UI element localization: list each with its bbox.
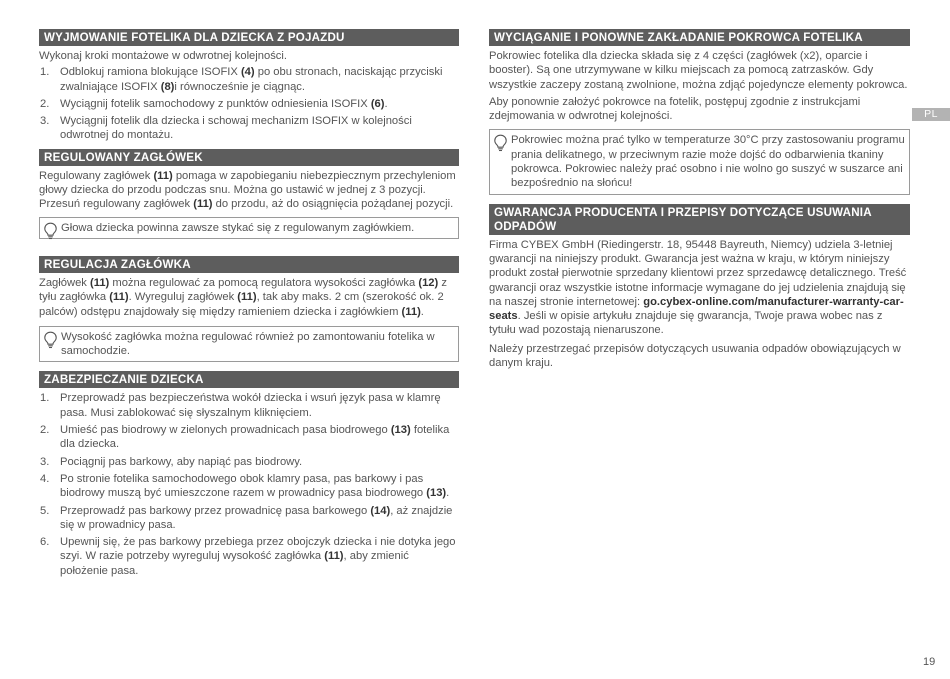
body-text: Aby ponownie założyć pokrowce na fotelik, postępuj zgodnie z instrukcjami zdejmowania w odwrotnej kolejności.	[489, 95, 861, 123]
section-securing	[39, 371, 459, 578]
page-number: 19	[923, 656, 936, 668]
list-item: 2. Umieść pas biodrowy w zielonych prowadnicach pasa biodrowego (13) fotelika dla dziecka.	[40, 424, 450, 451]
section-warranty	[489, 204, 910, 371]
steps-list	[39, 65, 459, 142]
note-text: Pokrowiec można prać tylko w temperaturze 30°C przy zastosowaniu programu prania delikatnego, w przeciwnym razie może dojść do odbarwienia tkaniny pokrowca. Pokrowiec należy prać osobno i nie wolno go suszyć w suszarce ani bezpośrednio na słońcu!	[511, 134, 905, 190]
section-title: ZABEZPIECZANIE DZIECKA	[39, 371, 459, 388]
steps-list	[39, 391, 459, 578]
intro-text: Wykonaj kroki montażowe w odwrotnej kolejności.	[39, 50, 287, 62]
list-item: 5. Przeprowadź pas barkowy przez prowadnicę pasa barkowego (14), aż znajdzie się w prowadnicy pasa.	[40, 504, 453, 531]
note-text: Wysokość zagłówka można regulować również po zamontowaniu fotelika w samochodzie.	[61, 330, 435, 358]
section-title: WYJMOWANIE FOTELIKA DLA DZIECKA Z POJAZDU	[39, 29, 459, 46]
body-text: Firma CYBEX GmbH (Riedingerstr. 18, 95448 Bayreuth, Niemcy) udziela 3-letniej gwarancji na niniejszy produkt. Gwarancja jest ważna w kraju, w którym niniejszy produkt został pierwotnie sprzedany klientowi przez sprzedawcę detalicznego. Treść gwarancji oraz wszystkie istotne informacje wymagane do jej udzielenia znajdują się na naszej stronie internetowej: go.cybex-online.com/manufacturer-warranty-car-seats. Jeśli w opisie artykułu znajduje się gwarancja, Twoje prawa wobec nas z tytułu wad pozostają nienaruszone.	[489, 238, 907, 337]
note-box	[39, 217, 459, 239]
section-title: REGULOWANY ZAGŁÓWEK	[39, 149, 459, 166]
left-column	[39, 29, 459, 581]
lightbulb-icon	[43, 222, 58, 240]
lightbulb-icon	[493, 134, 508, 152]
body-text: Regulowany zagłówek (11) pomaga w zapobieganiu niebezpiecznym przechyleniom głowy dziecka do przodu podczas snu. Można go ustawić w jednej z 3 pozycji. Przesuń regulowany zagłówek (11) do przodu, aż do osiągnięcia pożądanej pozycji.	[39, 169, 456, 211]
section-cover	[489, 29, 910, 195]
list-item: 2. Wyciągnij fotelik samochodowy z punktów odniesienia ISOFIX (6).	[40, 97, 388, 110]
note-box	[489, 129, 910, 194]
section-title: GWARANCJA PRODUCENTA I PRZEPISY DOTYCZĄCE USUWANIA ODPADÓW	[489, 204, 910, 235]
section-removing	[39, 29, 459, 143]
note-text: Głowa dziecka powinna zawsze stykać się z regulowanym zagłówkiem.	[61, 221, 415, 234]
section-headrest-height	[39, 256, 459, 362]
note-box	[39, 326, 459, 363]
body-text: Pokrowiec fotelika dla dziecka składa się z 4 części (zagłówek (x2), oparcie i booster). Są one utrzymywane w kilku miejscach za pomocą zatrzasków. Gdy wszystkie zaczepy zostaną zwolnione, można zdjąć pojedyncze elementy pokrowca.	[489, 50, 908, 91]
warranty-link[interactable]: go.cybex-online.com/manufacturer-warranty-car-seats	[489, 295, 904, 323]
right-column	[489, 29, 910, 370]
lightbulb-icon	[43, 331, 58, 349]
body-text: Zagłówek (11) można regulować za pomocą regulatora wysokości zagłówka (12) z tyłu zagłówka (11). Wyreguluj zagłówek (11), tak aby maks. 2 cm (szerokość ok. 2 palców) odstępu znajdowały się między ramieniem dziecka i zagłówkiem (11).	[39, 276, 447, 318]
list-item: 1. Odblokuj ramiona blokujące ISOFIX (4) po obu stronach, naciskając przyciski zwalniające ISOFIX (8)i równocześnie je ciągnąc.	[40, 66, 443, 93]
list-item: 1. Przeprowadź pas bezpieczeństwa wokół dziecka i wsuń język pasa w klamrę pasa. Musi zablokować się słyszalnym kliknięciem.	[40, 392, 441, 419]
section-title: REGULACJA ZAGŁÓWKA	[39, 256, 459, 273]
list-item: 6. Upewnij się, że pas barkowy przebiega przez obojczyk dziecka i nie dotyka jego szyi. W razie potrzeby wyreguluj wysokość zagłówka (11), aby zmienić położenie pasa.	[40, 536, 456, 577]
list-item: 4. Po stronie fotelika samochodowego obok klamry pasa, pas barkowy i pas biodrowy muszą być umieszczone razem w prowadnicy pasa biodrowego (13).	[40, 472, 450, 500]
section-title: WYCIĄGANIE I PONOWNE ZAKŁADANIE POKROWCA FOTELIKA	[489, 29, 910, 46]
body-text: Należy przestrzegać przepisów dotyczących usuwania odpadów obowiązujących w danym kraju.	[489, 342, 901, 370]
language-tab: PL	[912, 108, 950, 121]
list-item: 3. Wyciągnij fotelik dla dziecka i schowaj mechanizm ISOFIX w kolejności odwrotnej do montażu.	[40, 115, 412, 142]
section-headrest-adjustable	[39, 149, 459, 239]
list-item: 3. Pociągnij pas barkowy, aby napiąć pas biodrowy.	[40, 455, 303, 468]
